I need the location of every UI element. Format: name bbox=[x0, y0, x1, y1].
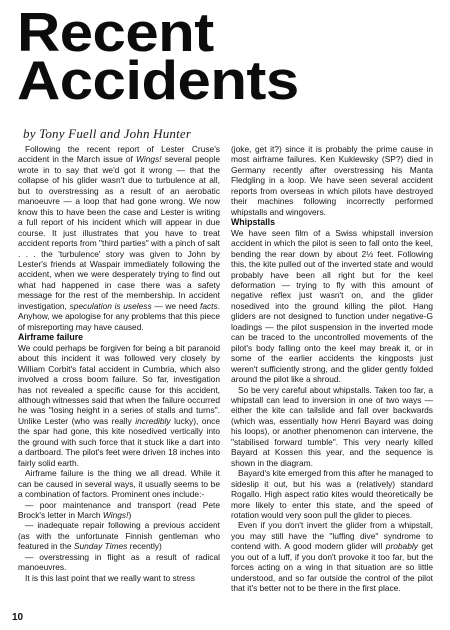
list-item-maintenance: — poor maintenance and transport (read Pete Brock's letter in March Wings!) bbox=[18, 499, 220, 520]
article-title bbox=[17, 1, 299, 111]
paragraph-intro: Following the recent report of Lester Cruse's accident in the March issue of Wings! several people wrote in to say that we'd got it wrong — that the collapse of his glider wasn't due to turbulence at all, but to overstressing as a result of an aerobatic manoeuvre — a loop that had gone wrong. We now know this to have been the case and Lester is writing a full report of his incident which will appear in due course. It just illustrates that you have to treat accident reports from "third parties" with a pinch of salt . . . the 'turbulence' story was given to John by Lester's friends at Waspair immediately following the accident, when we were desperately trying to find out what had happened in case there was a safety message for the rest of the membership. In accident investigation, speculation is useless — we need facts. Anyhow, we apologise for any problems that this piece of misreporting may have caused. bbox=[18, 144, 221, 332]
paragraph-corbit: We could perhaps be forgiven for being a bit paranoid about this incident it was followed very closely by William Corbit's fatal accident in Cumbria, which also involved a cross boom failure. So far, investigation has not revealed a specific cause for this accident, although witnesses said that when the failure occurred he was "losing height in a series of stalls and turns". Unlike Lester (who was really incredibly lucky), once the spar had gone, this kite nosedived vertically into the ground with such force that it stuck like a dart into a dartboard. The pilot's feet were driven 18 inches into fairly solid earth. bbox=[18, 342, 220, 468]
paragraph-stress: It is this last point that we really want to stress bbox=[25, 572, 195, 583]
paragraph-joke: (joke, get it?) since it is probably the prime cause in most airframe failures. Ken Kuklewsky (SP?) died in Germany recently after overstressing his Manta Fledgling in a loop. We have seen several accident reports from overseas in which pilots have destroyed their machines following incorrectly performed whipstalls and wingovers. bbox=[231, 144, 433, 217]
paragraph-luffing-dive: Even if you don't invert the glider from a whipstall, you may still have the "luffing dive" syndrome to contend with. A good modern glider will probably get you out of a luff, if you don't provoke it too far, but the forces acting on a wing in that situation are so little understood, and so far outside the control of the pilot that it's better not to be there in the first place. bbox=[231, 520, 433, 594]
byline: by Tony Fuell and John Hunter bbox=[23, 126, 192, 141]
title-line-accidents: Accidents bbox=[17, 49, 299, 111]
page-number: 10 bbox=[12, 612, 24, 623]
right-column bbox=[231, 144, 433, 594]
heading-whipstalls: Whipstalls bbox=[231, 217, 275, 228]
paragraph-swiss-film: We have seen film of a Swiss whipstall inversion accident in which the pilot is seen to fall onto the keel, bending the rear down by about 2½ feet. Following this, the kite pulled out of the inverted state and would probably have been all right but for the keel deformation — trying to fly with this amount of negative reflex just wasn't on, and the glider nosedived into the ground killing the pilot. Hang gliders are not designed to function under negative-G loadings — the pilot suspension in the inverted mode can be traced to the uncontrolled movements of the pilot's body falling onto the keel may break it, or in some of the earlier accidents the kingposts just weren't sufficiently strong, and the glider gently folded around the pilot like a shroud. bbox=[231, 227, 433, 385]
list-item-overstressing: — overstressing in flight as a result of radical manoeuvres. bbox=[18, 551, 220, 573]
heading-airframe-failure: Airframe failure bbox=[18, 332, 84, 343]
paragraph-careful: So be very careful about whipstalls. Taken too far, a whipstall can lead to inversion in one of two ways — either the kite can tailslide and fall over backwards (which was, essentially how Henri Bayard was doing his loops), or another phenomenon can intervene, the "stabilised forward tumble". This very nearly killed Bayard at Kossen this year, and the sequence is shown in the diagram. bbox=[231, 384, 433, 468]
paragraph-bayard-kite: Bayard's kite emerged from this after he managed to sideslip it out, but his was a (relatively) standard Rogallo. High aspect ratio kites would theoretically be more likely to enter this state, and the speed of rotation would very soon pull the glider to pieces. bbox=[231, 468, 433, 520]
paragraph-dread: Airframe failure is the thing we all dread. While it can be caused in several ways, it usually seems to be a combination of factors. Prominent ones include:- bbox=[18, 468, 220, 500]
list-item-repair: — inadequate repair following a previous accident (as with the unfortunate Finnish gentleman who featured in the Sunday Times recently) bbox=[18, 520, 220, 552]
title-line-recent: Recent bbox=[17, 1, 214, 63]
left-column bbox=[18, 144, 220, 583]
